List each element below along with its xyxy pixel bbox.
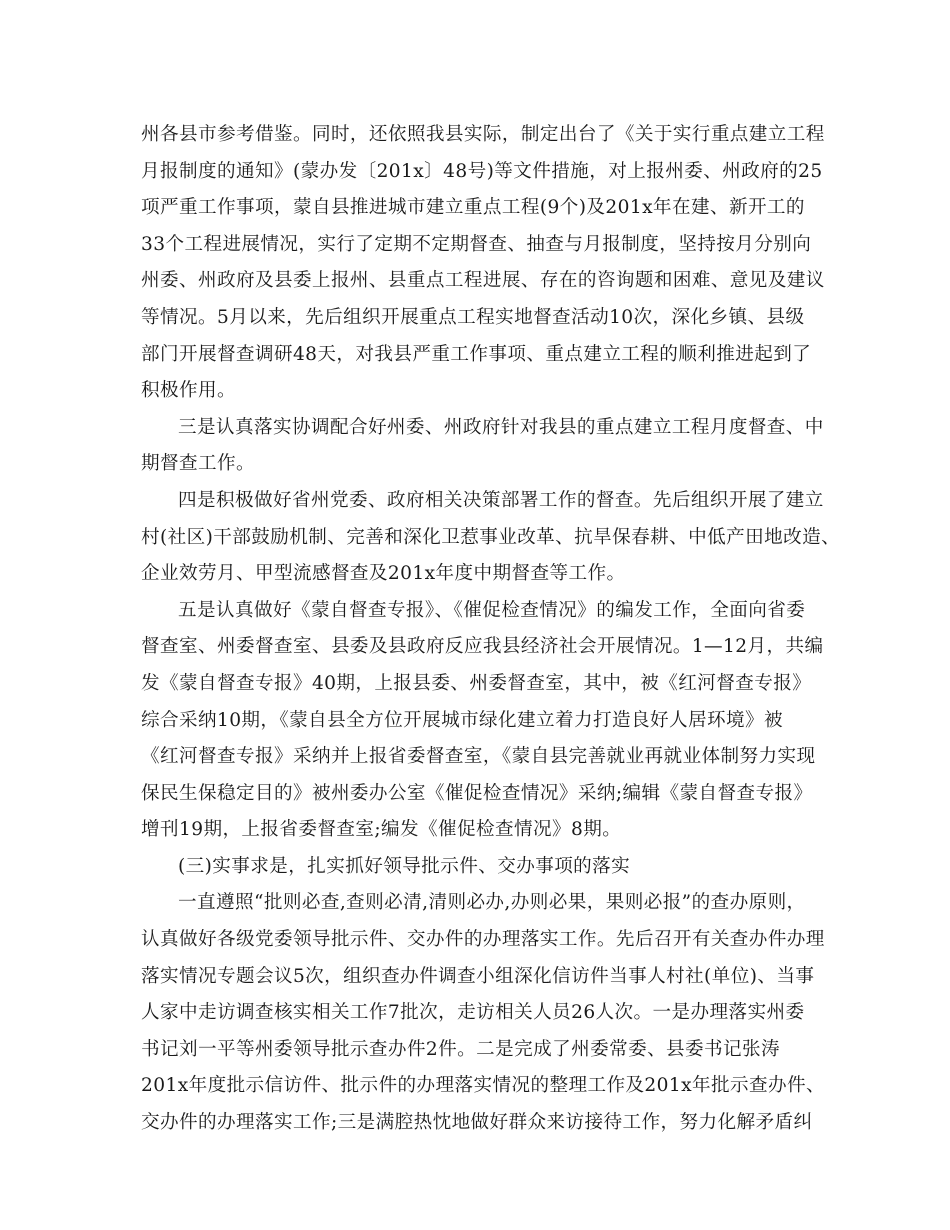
text-line: 等情况。5月以来，先后组织开展重点工程实地督查活动10次，深化乡镇、县级 — [141, 306, 805, 328]
text-line: 五是认真做好《蒙自督查专报》、《催促检查情况》的编发工作，全面向省委 — [178, 599, 806, 621]
text-line: 发《蒙自督查专报》40期，上报县委、州委督查室，其中，被《红河督查专报》 — [141, 672, 812, 694]
text-line: 积极作用。 — [141, 380, 236, 402]
text-line: 书记刘一平等州委领导批示查办件2件。二是完成了州委常委、县委书记张涛 — [141, 1038, 781, 1060]
text-line: 交办件的办理落实工作;三是满腔热忱地做好群众来访接待工作，努力化解矛盾纠 — [141, 1112, 813, 1134]
text-line: 三是认真落实协调配合好州委、州政府针对我县的重点建立工程月度督查、中 — [178, 416, 824, 438]
text-line: 督查室、州委督查室、县委及县政府反应我县经济社会开展情况。1—12月，共编 — [141, 636, 824, 658]
text-line: 州各县市参考借鉴。同时，还依照我县实际，制定出台了《关于实行重点建立工程 — [141, 124, 825, 145]
text-line: 月报制度的通知》(蒙办发〔201x〕48号)等文件措施，对上报州委、州政府的25 — [141, 160, 823, 182]
text-line: 保民生保稳定目的》被州委办公室《催促检查情况》采纳;编辑《蒙自督查专报》 — [141, 782, 813, 804]
text-line: 项严重工作事项，蒙自县推进城市建立重点工程(9个)及201x年在建、新开工的 — [141, 197, 805, 219]
text-line: 一直遵照“批则必查,查则必清,清则必办,办则必果，果则必报”的查办原则， — [178, 892, 806, 914]
text-line: 部门开展督查调研48天，对我县严重工作事项、重点建立工程的顺利推进起到了 — [141, 343, 812, 365]
text-line: 四是积极做好省州党委、政府相关决策部署工作的督查。先后组织开展了建立 — [178, 489, 824, 511]
text-line: 州委、州政府及县委上报州、县重点工程进展、存在的咨询题和困难、意见及建议 — [141, 270, 825, 292]
text-line: 201x年度批示信访件、批示件的办理落实情况的整理工作及201x年批示查办件、 — [141, 1075, 825, 1097]
text-line: 村(社区)干部鼓励机制、完善和深化卫惹事业改革、抗旱保春耕、中低产田地改造、 — [141, 526, 841, 548]
text-line: 落实情况专题会议5次，组织查办件调查小组深化信访件当事人村社(单位)、当事 — [141, 965, 815, 987]
text-line: 企业效劳月、甲型流感督查及201x年度中期督查等工作。 — [141, 563, 626, 585]
text-line: 人家中走访调查核实相关工作7批次，走访相关人员26人次。一是办理落实州委 — [141, 1002, 805, 1024]
text-line: 增刊19期，上报省委督查室;编发《催促检查情况》8期。 — [141, 819, 622, 841]
document-body — [141, 117, 841, 1142]
text-line: 33个工程进展情况，实行了定期不定期督查、抽查与月报制度，坚持按月分别向 — [141, 233, 812, 255]
text-line: 《红河督查专报》采纳并上报省委督查室，《蒙自县完善就业再就业体制努力实现 — [141, 746, 816, 768]
text-line: 期督查工作。 — [141, 453, 255, 475]
text-line: 综合采纳10期，《蒙自县全方位开展城市绿化建立着力打造良好人居环境》被 — [141, 709, 783, 731]
text-line: (三)实事求是，扎实抓好领导批示件、交办事项的落实 — [178, 855, 631, 877]
text-line: 认真做好各级党委领导批示件、交办件的办理落实工作。先后召开有关查办件办理 — [141, 929, 825, 951]
